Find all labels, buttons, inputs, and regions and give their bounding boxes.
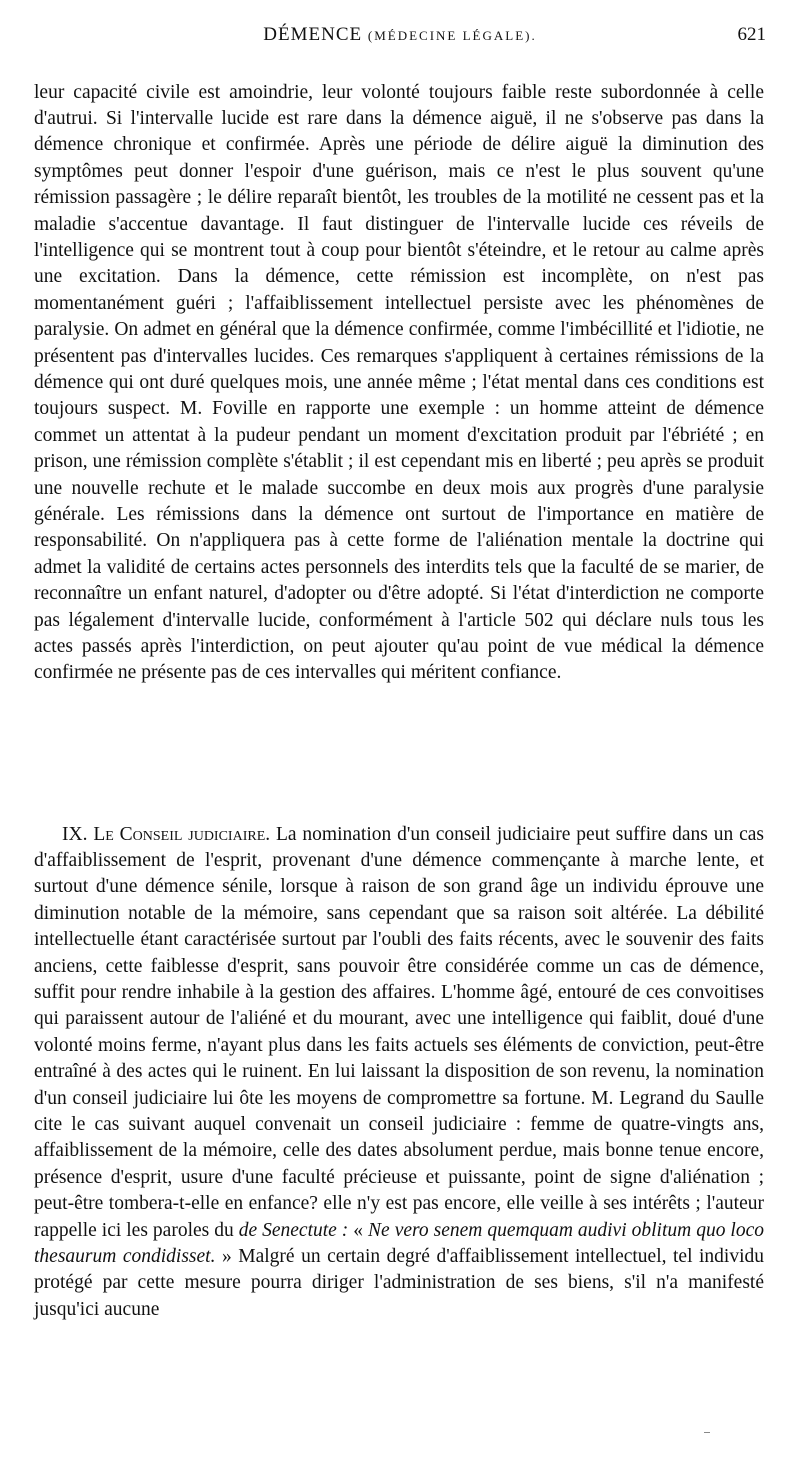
section-number: IX. <box>62 823 88 845</box>
quote-open-mark: « <box>348 1219 369 1241</box>
cited-work-title: de Senectute : <box>238 1219 349 1241</box>
section-ix-paragraph <box>34 822 764 1324</box>
latin-quotation: Ne vero senem quemquam audivi oblitum quo loco thesaurum condidisset. <box>34 1219 765 1267</box>
section-text-after-quote: Malgré un certain degré d'affaiblissement intellectuel, tel individu protégé par cette mesure pourra diriger l'administration de ses biens, s'il n'a manifesté jusqu'ici aucune <box>34 1246 765 1320</box>
quote-close-mark: » <box>215 1246 239 1267</box>
page-number: 621 <box>737 24 766 45</box>
section-text-before-quote: La nomination d'un conseil judiciaire peut suffire dans un cas d'affaiblissement de l'esprit, provenant d'une démence commençante à marche lente, et surtout d'une démence sénile, lorsque à raison de son grand âge un individu éprouve une diminution notable de la mémoire, sans cependant que sa raison soit altérée. La débilité intellectuelle étant caractérisée surtout par l'oubli des faits récents, avec le souvenir des faits anciens, cette faiblesse d'esprit, sans pouvoir être considérée comme un cas de démence, suffit pour rendre inhabile à la gestion des affaires. L'homme âgé, entouré de ces convoitises qui paraissent autour de l'aliéné et du mourant, avec une intelligence qui faiblit, doué d'une volonté moins ferme, n'ayant plus dans les faits actuels ses éléments de conviction, peut-être entraîné à des actes qui le ruinent. En lui laissant la disposition de son revenu, la nomination d'un conseil judiciaire lui ôte les moyens de compromettre sa fortune. M. Legrand du Saulle cite le cas suivant auquel convenait un conseil judiciaire : femme de quatre-vingts ans, affaiblissement de la mémoire, celle des dates absolument perdue, mais bonne tenue encore, présence d'esprit, usure d'une faculté précieuse et puissante, point de signe d'aliénation ; peut-être tombera-t-elle en enfance? elle n'y est pas encore, elle veille à ses intérêts ; l'auteur rappelle ici les paroles du <box>34 823 764 1241</box>
paragraph-continuation: leur capacité civile est amoindrie, leur volonté toujours faible reste subordonnée à celle d'autrui. Si l'intervalle lucide est rare dans la démence aiguë, il ne s'observe pas dans la démence chronique et confirmée. Après une période de délire aiguë la diminution des symptômes peut donner l'espoir d'une guérison, mais ce n'est le plus souvent qu'une rémission passagère ; le délire reparaît bientôt, les troubles de la motilité ne cessent pas et la maladie s'accentue davantage. Il faut distinguer de l'intervalle lucide ces réveils de l'intelligence qui se montrent tout à coup pour bientôt s'éteindre, et le retour au calme après une excitation. Dans la démence, cette rémission est incomplète, on n'est pas momentanément guéri ; l'affaiblissement intellectuel persiste avec les phénomènes de paralysie. On admet en général que la démence confirmée, comme l'imbécillité et l'idiotie, ne présentent pas d'intervalles lucides. Ces remarques s'appliquent à certaines rémissions de la démence qui ont duré quelques mois, une année même ; l'état mental dans ces conditions est toujours suspect. M. Foville en rapporte une exemple : un homme atteint de démence commet un attentat à la pudeur pendant un moment d'excitation produit par l'ébriété ; en prison, une rémission complète s'établit ; il est cependant mis en liberté ; peu après se produit une nouvelle rechute et le malade succombe en deux mois aux progrès d'une paralysie générale. Les rémissions dans la démence ont surtout de l'importance en matière de responsabilité. On n'appliquera pas à cette forme de l'aliénation mentale la doctrine qui admet la validité de certains actes personnels des interdits tels que la faculté de se marier, de reconnaître un enfant naturel, d'adopter ou d'être adopté. Si l'état d'interdiction ne comporte pas légalement d'intervalle lucide, conformément à l'article 502 qui déclare nuls tous les actes passés après l'interdiction, on peut ajouter qu'au point de vue médical la démence confirmée ne présente pas de ces intervalles qui méritent confiance. <box>34 81 764 684</box>
page-mark <box>704 1432 710 1433</box>
running-title-subtitle: (MÉDECINE LÉGALE). <box>367 28 537 43</box>
running-title <box>0 24 800 46</box>
page-header <box>0 24 800 52</box>
section-heading: Le Conseil judiciaire. <box>93 823 271 845</box>
running-title-main: DÉMENCE <box>263 24 363 45</box>
